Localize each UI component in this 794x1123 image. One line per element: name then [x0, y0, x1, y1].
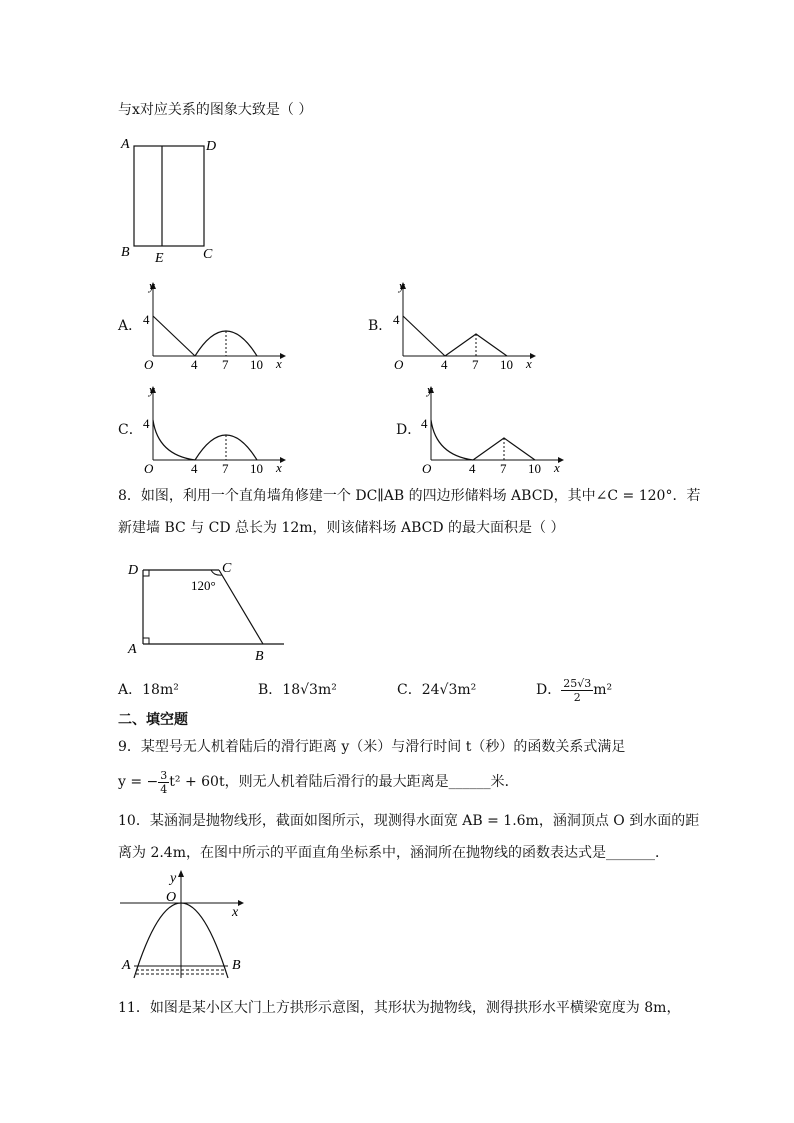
q7-option-b-graph [390, 276, 540, 376]
q7-rectangle-figure [112, 132, 230, 268]
fraction: $\frac{25√3}{2}$ [563, 676, 592, 704]
label-E: E [155, 251, 164, 266]
svg-text:y: y [427, 382, 433, 397]
svg-text:O: O [144, 461, 154, 476]
side-CB [219, 570, 263, 644]
q7-option-c-graph [140, 380, 290, 480]
q7-option-d-graph [418, 380, 568, 480]
svg-text:x: x [276, 460, 282, 475]
svg-text:A: A [122, 958, 131, 973]
q11-line1: 11．如图是某小区大门上方拱形示意图，其形状为抛物线，测得拱形水平横梁宽度为 8m， [118, 1000, 681, 1016]
q7-stem-tail: 与x对应关系的图象大致是（ ） [118, 102, 313, 118]
rect-ABCD [134, 146, 204, 246]
q8-choice-b[interactable]: B．18√3m² [258, 682, 337, 698]
svg-text:x: x [526, 356, 532, 371]
svg-text:4: 4 [393, 312, 400, 327]
svg-text:y: y [170, 871, 177, 886]
q10-line1: 10．某涵洞是抛物线形，截面如图所示，现测得水面宽 AB = 1.6m，涵洞顶点 O 到水面的距 [118, 813, 700, 829]
svg-text:y: y [149, 382, 155, 397]
svg-text:10: 10 [250, 461, 263, 476]
svg-text:O: O [166, 890, 177, 905]
svg-text:4: 4 [143, 416, 150, 431]
svg-text:B: B [255, 649, 264, 664]
q8-line1: 8．如图，利用一个直角墙角修建一个 DC∥AB 的四边形储料场 ABCD，其中∠C = 120°．若 [118, 488, 701, 504]
q7-option-a-graph [140, 276, 290, 376]
q7-option-d-label: D． [396, 422, 422, 438]
svg-text:y: y [149, 278, 155, 293]
q8-choice-a[interactable]: A．18m² [118, 682, 179, 698]
svg-text:7: 7 [472, 357, 479, 372]
svg-text:4: 4 [421, 416, 428, 431]
q8-choice-c[interactable]: C．24√3m² [397, 682, 477, 698]
q8-line2: 新建墙 BC 与 CD 总长为 12m，则该储料场 ABCD 的最大面积是（ ） [118, 520, 565, 536]
q8-choice-d[interactable]: D． $\frac{25√3}{2}$ m² [536, 676, 613, 704]
svg-text:4: 4 [143, 312, 150, 327]
q9-line1: 9．某型号无人机着陆后的滑行距离 y（米）与滑行时间 t（秒）的函数关系式满足 [118, 739, 626, 755]
svg-text:y: y [399, 278, 405, 293]
svg-text:7: 7 [222, 357, 229, 372]
q7-option-a-label: A． [118, 318, 143, 334]
svg-text:4: 4 [469, 461, 476, 476]
svg-text:B: B [232, 958, 241, 973]
fraction-3-4: $\frac{3}{4}$ [160, 768, 168, 796]
label-B: B [121, 245, 130, 260]
svg-text:x: x [554, 460, 560, 475]
svg-text:7: 7 [222, 461, 229, 476]
svg-text:O: O [422, 461, 432, 476]
svg-text:7: 7 [500, 461, 507, 476]
svg-text:4: 4 [441, 357, 448, 372]
svg-text:A: A [128, 642, 137, 657]
q7-option-b-label: B． [368, 318, 393, 334]
label-D: D [206, 139, 217, 154]
svg-text:C: C [222, 561, 232, 576]
svg-text:10: 10 [528, 461, 541, 476]
label-C: C [203, 247, 213, 262]
q8-trapezoid-figure [118, 552, 298, 668]
svg-text:x: x [232, 905, 239, 920]
section-title: 二、填空题 [118, 712, 188, 728]
svg-text:4: 4 [191, 461, 198, 476]
q9-line2: y = − $\frac{3}{4}$ t² + 60t，则无人机着陆后滑行的最大距离是______米． [118, 768, 519, 796]
svg-text:120°: 120° [191, 578, 216, 593]
svg-text:4: 4 [191, 357, 198, 372]
svg-text:O: O [144, 357, 154, 372]
label-A: A [121, 137, 130, 152]
svg-text:10: 10 [500, 357, 513, 372]
svg-text:x: x [276, 356, 282, 371]
q10-parabola-figure [114, 868, 254, 984]
q7-option-c-label: C． [118, 422, 143, 438]
svg-text:O: O [394, 357, 404, 372]
svg-text:10: 10 [250, 357, 263, 372]
svg-text:D: D [128, 563, 139, 578]
q10-line2: 离为 2.4m，在图中所示的平面直角坐标系中，涵洞所在抛物线的函数表达式是_______． [118, 845, 669, 861]
